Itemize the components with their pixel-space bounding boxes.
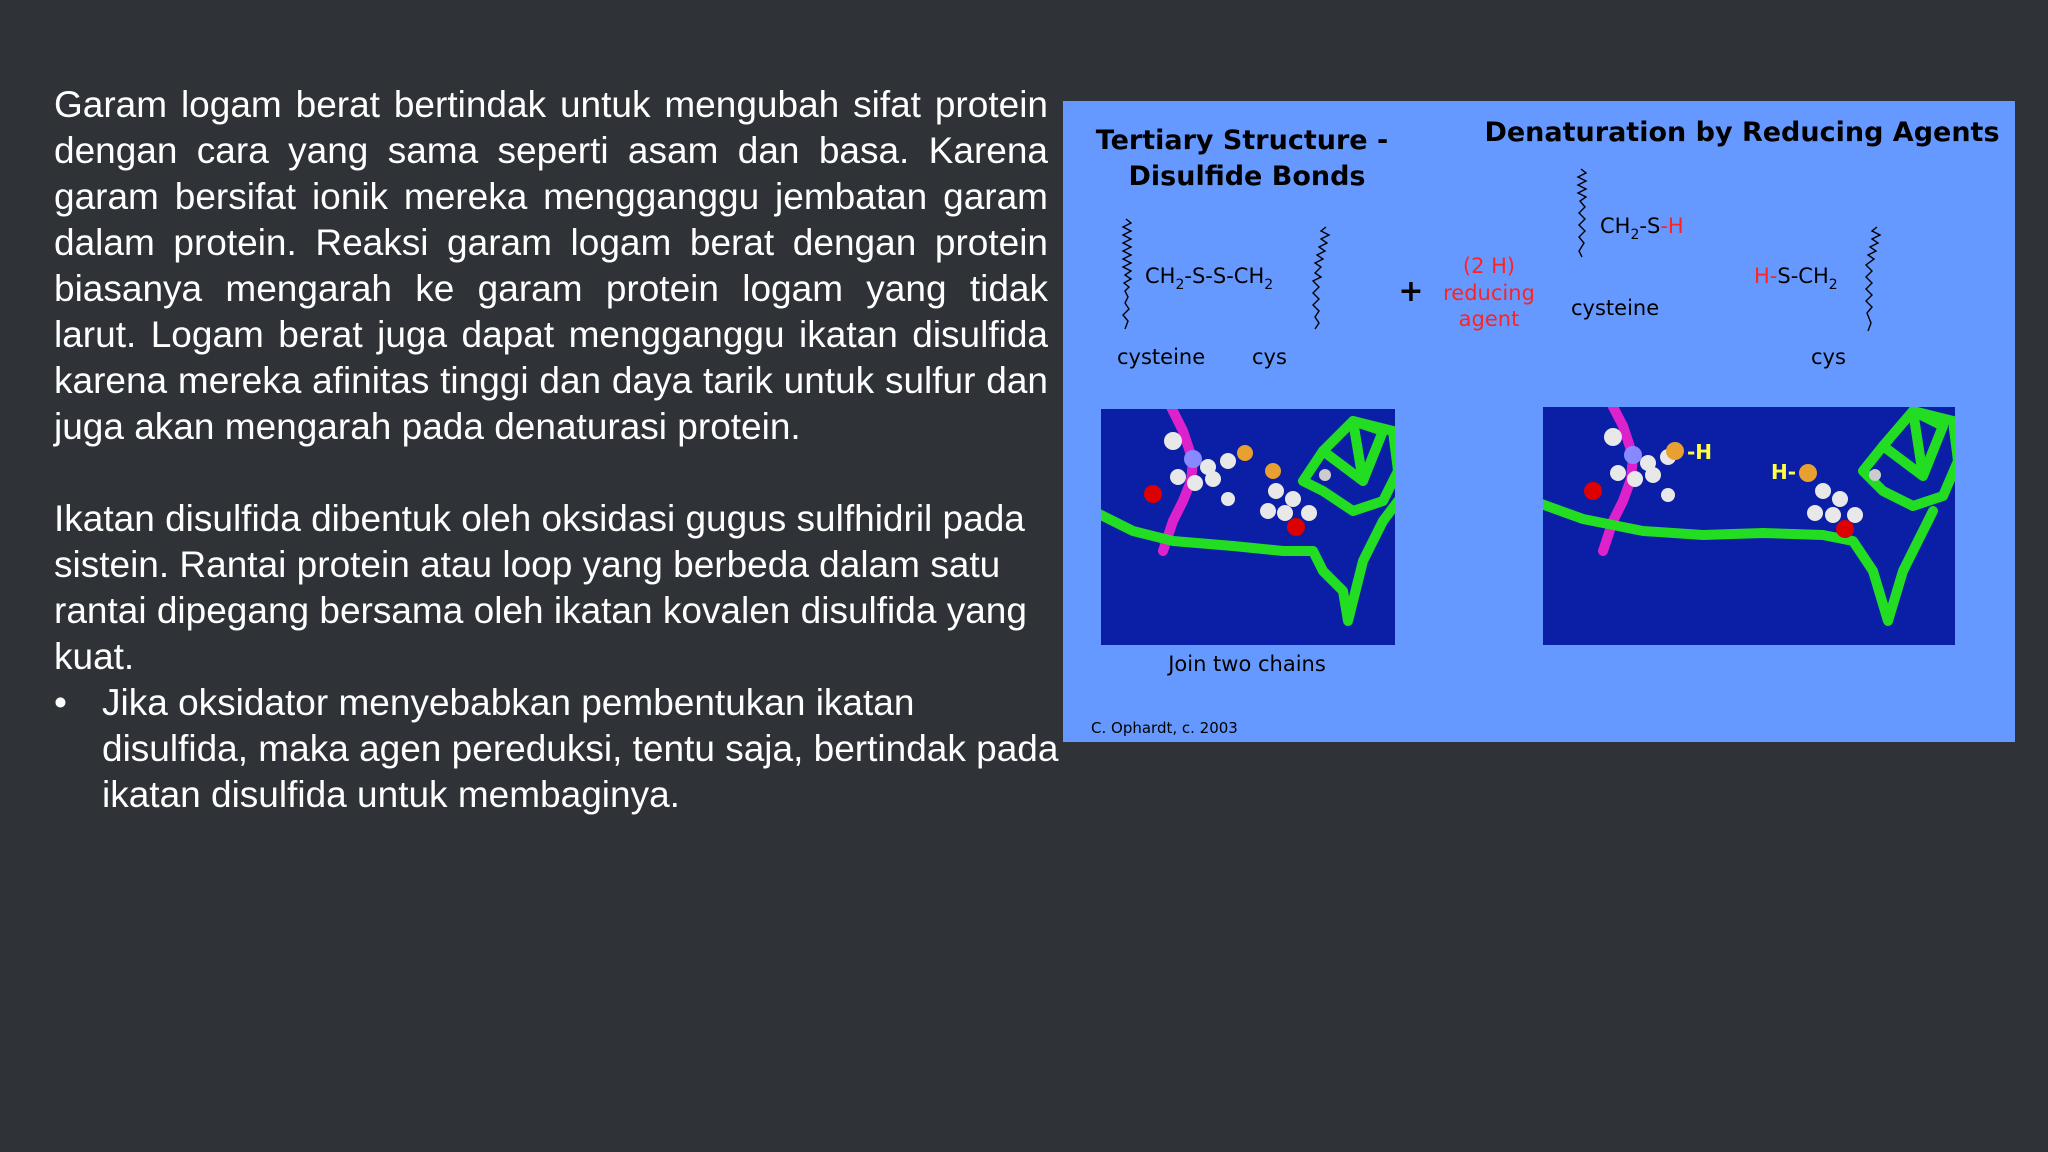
formula-top: $CH_2-S-H$ [1600, 214, 1684, 243]
bullet-item [54, 680, 1062, 818]
label-cys-left: cys [1252, 345, 1287, 369]
bullet-text: Jika oksidator menyebabkan pembentukan ikatan disulfida, maka agen pereduksi, tentu saja, bertindak pada ikatan disulfida untuk membaginya. [102, 682, 1059, 815]
title-left-line1: Tertiary Structure - [1095, 125, 1389, 156]
label-cysteine-right: cysteine [1571, 296, 1660, 320]
plus-sign: + [1398, 274, 1424, 309]
denaturation-figure [1063, 101, 2015, 742]
paragraph-disulfide: Ikatan disulfida dibentuk oleh oksidasi gugus sulfhidril pada sistein. Rantai protein atau loop yang berbeda dalam satu rantai dipegang bersama oleh ikatan kovalen disulfida yang kuat. [54, 498, 1027, 677]
text-column [54, 82, 1059, 818]
chain-squiggle-right-top [1578, 169, 1586, 257]
credit-text: C. Ophardt, c. 2003 [1091, 719, 1238, 737]
molecule-panel-left [1093, 401, 1398, 645]
title-left-line2: Disulfide Bonds [1128, 161, 1366, 192]
reagent-line1: (2 H) [1462, 254, 1516, 278]
label-cysteine-left: cysteine [1117, 345, 1206, 369]
formula-right: $H-S-CH_2$ [1754, 264, 1838, 293]
figure-svg [1063, 101, 2015, 742]
mol-label-h-left: -H [1687, 440, 1713, 464]
molecule-panel-right [1533, 397, 1958, 645]
reagent-line3: agent [1458, 307, 1520, 331]
reagent-line2: reducing [1443, 281, 1535, 305]
formula-left: $CH_2-S-S-CH_2$ [1145, 264, 1274, 293]
chain-squiggle-left-2 [1313, 227, 1329, 329]
mol-label-h-right: H- [1771, 460, 1797, 484]
paragraph-heavy-metals: Garam logam berat bertindak untuk mengubah sifat protein dengan cara yang sama seperti asam dan basa. Karena garam bersifat ionik mereka mengganggu jembatan garam dalam protein. Reaksi garam logam berat dengan protein biasanya mengarah ke garam protein logam yang tidak larut. Logam berat juga dapat mengganggu ikatan disulfida karena mereka afinitas tinggi dan daya tarik untuk sulfur dan juga akan mengarah pada denaturasi protein. [54, 84, 1048, 447]
title-right: Denaturation by Reducing Agents [1484, 117, 2000, 148]
bullet-dot: • [54, 682, 67, 723]
chain-squiggle-right [1866, 227, 1880, 331]
chain-squiggle-left-1 [1123, 219, 1131, 329]
label-cys-right: cys [1811, 345, 1846, 369]
caption-join-chains: Join two chains [1168, 652, 1326, 676]
